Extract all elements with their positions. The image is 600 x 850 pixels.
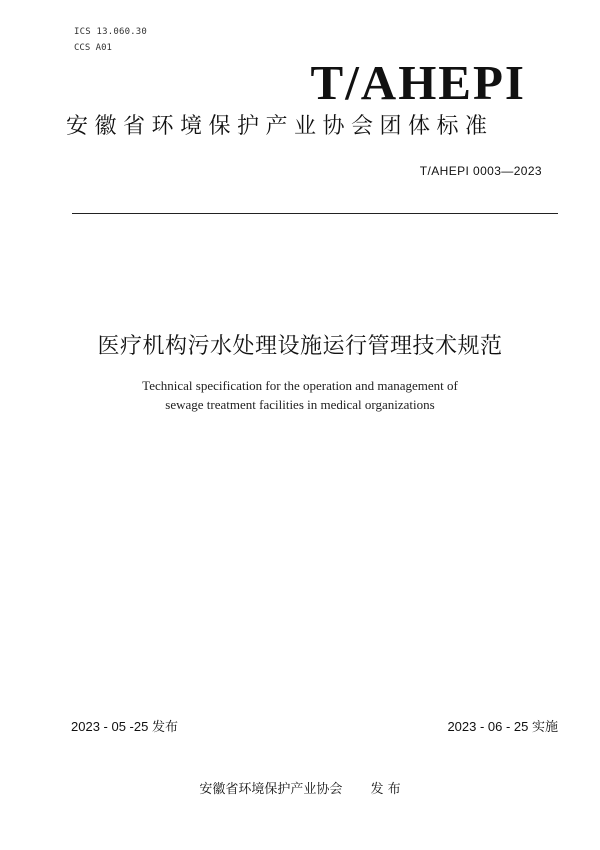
publisher-name: 安徽省环境保护产业协会 (199, 782, 343, 797)
ccs-code: CCS A01 (74, 43, 112, 53)
english-title-line-2: sewage treatment facilities in medical organizations (165, 397, 435, 412)
standard-logo: T/AHEPI (310, 55, 526, 110)
implementation-date: 2023 - 06 - 25 实施 (447, 719, 558, 734)
publish-action: 发 布 (370, 782, 401, 797)
association-standard-title: 安徽省环境保护产业协会团体标准 (66, 114, 494, 139)
standard-number: T/AHEPI 0003—2023 (419, 164, 542, 178)
english-title-line-1: Technical specification for the operation and management of (142, 378, 458, 393)
document-title-chinese: 医疗机构污水处理设施运行管理技术规范 (97, 334, 503, 359)
issue-date: 2023 - 05 -25 发布 (71, 719, 178, 734)
header-divider (72, 213, 558, 214)
ics-code: ICS 13.060.30 (74, 27, 148, 37)
publisher-line (0, 778, 600, 797)
document-title-english (0, 376, 600, 414)
